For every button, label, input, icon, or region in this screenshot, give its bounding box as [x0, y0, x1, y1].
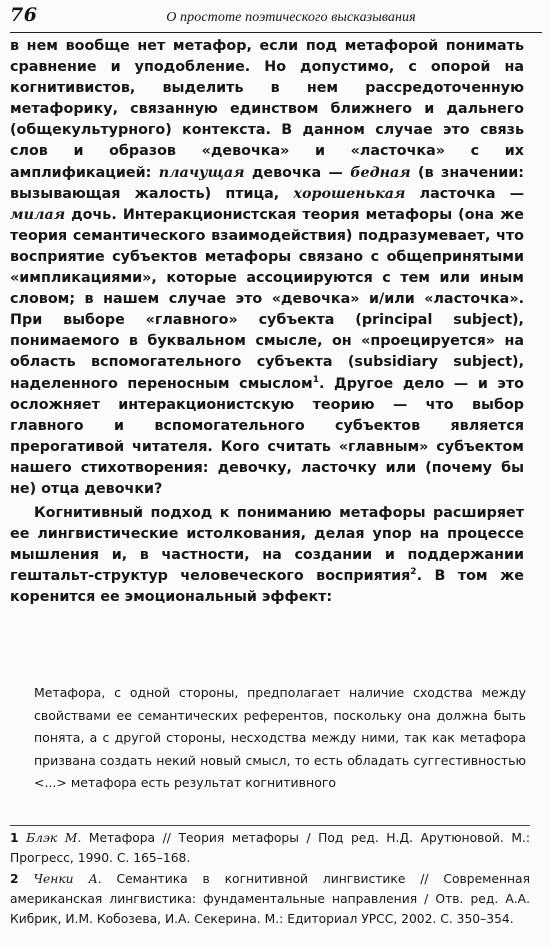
italic-word: хорошенькая: [293, 185, 406, 202]
italic-word: плачущая: [158, 164, 245, 181]
footnotes: [10, 828, 530, 929]
page-header: [10, 6, 542, 33]
footnote-1: [10, 828, 530, 869]
footnote-text: Семантика в когнитивной лингвистике // Современная американская лингвистика: фундаментальные направления / Отв. ред. А.А. Кибрик, И.М. Кобозева, И.А. Секерина. М.: Едиториал УРСС, 2002. С. 350–354.: [10, 871, 530, 927]
running-title: О простоте поэтического высказывания: [166, 10, 416, 25]
footnote-author: Блэк М.: [26, 831, 82, 845]
block-quote: Метафора, с одной стороны, предполагает наличие сходства между свойствами ее семантических референтов, поскольку она должна быть понята, а с другой стороны, несходства между ними, так как метафора призвана создать некий новый смысл, то есть обладать суггестивностью <...> метафора есть результат когнитивного: [34, 685, 526, 790]
paragraph-1: в нем вообще нет метафор, если под метафорой понимать сравнение и уподобление. Но допустимо, с опорой на когнитивистов, выделить в нем рассредоточенную метафорику, связанную единством ближнего и дальнего (общекультурного) контекста. В данном случае это связь слов и образов «девочка» и «ласточка» с их амплификацией: плачущая девочка — бедная (в значении: вызывающая жалость) птица, хорошенькая ласточка — милая дочь. Интеракционистская теория метафоры (она же теория семантического взаимодействия) подразумевает, что восприятие субъектов метафоры связано с общепринятыми «импликациями», которые ассоциируются с тем или иным словом; в нашем случае это «девочка» и/или «ласточка». При выборе «главного» субъекта (principal subject), понимаемого в буквальном смысле, он «проецируется» на область вспомогательного субъекта (subsidiary subject), наделенного переносным смыслом$^1$. Другое дело — и это осложняет интеракционистскую теорию — что выбор главного и вспомогательного субъектов является прерогативой читателя. Кого считать «главным» субъектом нашего стихотворения: девочку, ласточку или (почему бы не) отца девочки?: [10, 38, 524, 497]
footnote-author: Ченки А.: [33, 871, 102, 886]
footnote-ref-2: 2: [410, 567, 417, 578]
footnote-ref-1: 1: [312, 374, 319, 385]
footnote-mark: 1: [10, 831, 19, 845]
paragraph-2: Когнитивный подход к пониманию метафоры расширяет ее лингвистические истолкования, делая упор на процессе мышления и, в частности, на создании и поддержании гештальт-структур человеческого восприятия$^2$. В том же коренится ее эмоциональный эффект:: [10, 505, 524, 606]
footnote-2: [10, 869, 530, 930]
italic-word: милая: [10, 206, 66, 223]
main-text: [10, 36, 524, 609]
footnote-mark: 2: [10, 871, 19, 886]
page-number: 76: [10, 4, 38, 26]
footnote-text: Метафора // Теория метафоры / Под ред. Н.Д. Арутюновой. М.: Прогресс, 1990. С. 165–168.: [10, 831, 530, 866]
footnote-divider: [10, 825, 530, 826]
italic-word: бедная: [350, 164, 411, 181]
